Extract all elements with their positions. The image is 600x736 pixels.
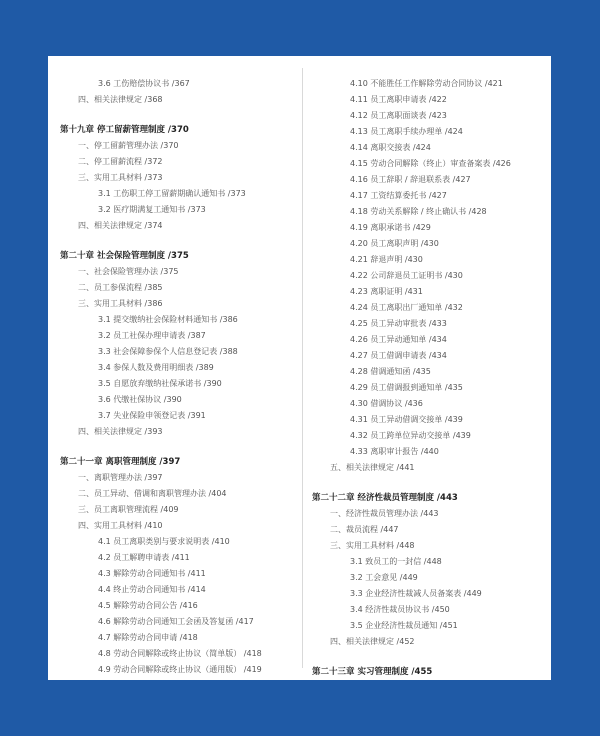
toc-chapter-heading: 第二十章 社会保险管理制度 /375: [60, 251, 189, 261]
toc-page: [48, 56, 551, 680]
toc-entry: 三、实用工具材料 /373: [78, 173, 163, 182]
toc-chapter-heading: 第十九章 停工留薪管理制度 /370: [60, 125, 189, 135]
toc-entry: 3.3 企业经济性裁减人员备案表 /449: [350, 589, 482, 598]
toc-entry: 四、相关法律规定 /368: [78, 95, 163, 104]
toc-entry: 4.15 劳动合同解除（终止）审查备案表 /426: [350, 159, 511, 168]
toc-entry: 三、实用工具材料 /448: [330, 541, 415, 550]
toc-entry: 4.17 工资结算委托书 /427: [350, 191, 447, 200]
toc-entry: 3.7 失业保险申领登记表 /391: [98, 411, 206, 420]
toc-entry: 4.25 员工异动审批表 /433: [350, 319, 447, 328]
toc-entry: 4.19 离职承诺书 /429: [350, 223, 431, 232]
toc-entry: 4.30 借调协议 /436: [350, 399, 423, 408]
toc-spacer: [60, 440, 296, 454]
toc-entry: 三、实用工具材料 /386: [78, 299, 163, 308]
toc-entry: 四、相关法律规定 /452: [330, 637, 415, 646]
toc-entry: 4.31 员工异动借调交接单 /439: [350, 415, 463, 424]
toc-entry: 二、裁员流程 /447: [330, 525, 399, 534]
toc-entry: 4.7 解除劳动合同申请 /418: [98, 633, 198, 642]
toc-entry: 3.5 企业经济性裁员通知 /451: [350, 621, 458, 630]
toc-entry: 一、停工留薪管理办法 /370: [78, 141, 179, 150]
toc-entry: 4.11 员工离职申请表 /422: [350, 95, 447, 104]
toc-entry: 3.3 社会保障参保个人信息登记表 /388: [98, 347, 238, 356]
toc-entry: 二、停工留薪流程 /372: [78, 157, 163, 166]
column-divider: [302, 68, 303, 668]
toc-entry: 4.12 员工离职面谈表 /423: [350, 111, 447, 120]
toc-entry: 4.20 员工离职声明 /430: [350, 239, 439, 248]
toc-entry: 3.1 提交缴纳社会保险材料通知书 /386: [98, 315, 238, 324]
toc-entry: 4.23 离职证明 /431: [350, 287, 423, 296]
toc-entry: 4.13 员工离职手续办理单 /424: [350, 127, 463, 136]
toc-entry: 4.16 员工辞职 / 辞退联系表 /427: [350, 175, 471, 184]
toc-entry: 4.10 不能胜任工作解除劳动合同协议 /421: [350, 79, 503, 88]
toc-entry: 4.8 劳动合同解除或终止协议（简单版） /418: [98, 649, 262, 658]
toc-chapter-heading: 第二十二章 经济性裁员管理制度 /443: [312, 493, 458, 503]
toc-entry: 二、员工参保流程 /385: [78, 283, 163, 292]
toc-entry: 二、员工异动、借调和离职管理办法 /404: [78, 489, 227, 498]
toc-entry: 3.2 工会意见 /449: [350, 573, 418, 582]
toc-entry: 3.4 经济性裁员协议书 /450: [350, 605, 450, 614]
toc-entry: 一、社会保险管理办法 /375: [78, 267, 179, 276]
toc-entry: 3.6 代缴社保协议 /390: [98, 395, 182, 404]
toc-entry: 3.1 工伤职工停工留薪期确认通知书 /373: [98, 189, 246, 198]
toc-entry: 四、相关法律规定 /393: [78, 427, 163, 436]
toc-entry: 3.4 参保人数及费用明细表 /389: [98, 363, 214, 372]
toc-spacer: [60, 108, 296, 122]
toc-entry: 五、相关法律规定 /441: [330, 463, 415, 472]
toc-entry: 4.6 解除劳动合同通知工会函及答复函 /417: [98, 617, 254, 626]
toc-entry: 一、经济性裁员管理办法 /443: [330, 509, 439, 518]
toc-entry: 4.5 解除劳动合同公告 /416: [98, 601, 198, 610]
toc-spacer: [60, 234, 296, 248]
toc-entry: 4.4 终止劳动合同通知书 /414: [98, 585, 206, 594]
toc-entry: 4.22 公司辞退员工证明书 /430: [350, 271, 463, 280]
toc-entry: 4.32 员工跨单位异动交接单 /439: [350, 431, 471, 440]
toc-entry: 一、离职管理办法 /397: [78, 473, 163, 482]
toc-entry: 4.18 劳动关系解除 / 终止确认书 /428: [350, 207, 487, 216]
toc-entry: 3.1 致员工的一封信 /448: [350, 557, 442, 566]
toc-spacer: [312, 476, 548, 490]
toc-entry: 4.29 员工借调报到通知单 /435: [350, 383, 463, 392]
toc-entry: 4.2 员工解聘申请表 /411: [98, 553, 190, 562]
toc-chapter-heading: 第二十三章 实习管理制度 /455: [312, 667, 433, 677]
toc-entry: 4.26 员工异动通知单 /434: [350, 335, 447, 344]
toc-entry: 3.2 医疗期满复工通知书 /373: [98, 205, 206, 214]
toc-entry: 4.27 员工借调申请表 /434: [350, 351, 447, 360]
toc-entry: 4.14 离职交接表 /424: [350, 143, 431, 152]
toc-entry: 3.5 自愿放弃缴纳社保承诺书 /390: [98, 379, 222, 388]
toc-right-column: [312, 76, 548, 680]
toc-entry: 3.6 工伤赔偿协议书 /367: [98, 79, 190, 88]
toc-chapter-heading: 第二十一章 离职管理制度 /397: [60, 457, 181, 467]
toc-entry: 4.1 员工离职类别与要求说明表 /410: [98, 537, 230, 546]
toc-entry: 4.9 劳动合同解除或终止协议（通用版） /419: [98, 665, 262, 674]
toc-entry: 4.28 借调通知函 /435: [350, 367, 431, 376]
toc-entry: 4.33 离职审计报告 /440: [350, 447, 439, 456]
toc-entry: 4.3 解除劳动合同通知书 /411: [98, 569, 206, 578]
toc-entry: 4.21 辞退声明 /430: [350, 255, 423, 264]
toc-entry: 四、相关法律规定 /374: [78, 221, 163, 230]
toc-spacer: [312, 650, 548, 664]
toc-entry: 4.24 员工离职出厂通知单 /432: [350, 303, 463, 312]
toc-entry: 四、实用工具材料 /410: [78, 521, 163, 530]
toc-entry: 3.2 员工社保办理申请表 /387: [98, 331, 206, 340]
toc-left-column: [60, 76, 296, 678]
toc-entry: 三、员工离职管理流程 /409: [78, 505, 179, 514]
